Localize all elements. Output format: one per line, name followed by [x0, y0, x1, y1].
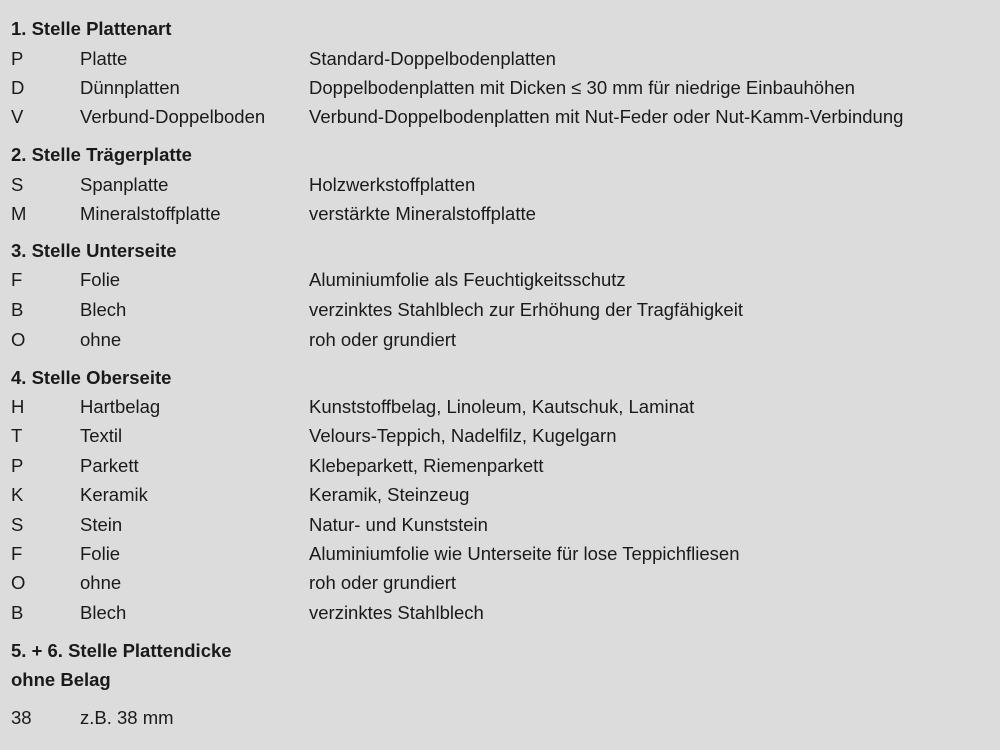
section-heading: 2. Stelle Trägerplatte: [11, 144, 192, 165]
row-name: Folie: [80, 269, 121, 290]
row-code: B: [11, 602, 24, 623]
row-code: T: [11, 425, 23, 446]
row-description: verstärkte Mineralstoffplatte: [309, 203, 536, 224]
row-description: Holzwerkstoffplatten: [309, 174, 476, 195]
section-heading: 3. Stelle Unterseite: [11, 240, 177, 261]
row-name: Textil: [80, 425, 123, 446]
section-heading: 1. Stelle Plattenart: [11, 18, 172, 39]
row-name: Stein: [80, 514, 123, 535]
row-name: Mineralstoffplatte: [80, 203, 221, 224]
row-name: Keramik: [80, 484, 148, 505]
row-name: Platte: [80, 48, 128, 69]
row-name: ohne: [80, 329, 122, 350]
row-description: Klebeparkett, Riemenparkett: [309, 455, 544, 476]
row-code: F: [11, 269, 23, 290]
row-code: S: [11, 514, 24, 535]
row-name: Verbund-Doppelboden: [80, 106, 266, 127]
row-code: 38: [11, 707, 32, 728]
row-name: z.B. 38 mm: [80, 707, 174, 728]
row-code: B: [11, 299, 24, 320]
row-description: roh oder grundiert: [309, 572, 457, 593]
row-code: F: [11, 543, 23, 564]
row-name: ohne: [80, 572, 122, 593]
row-code: O: [11, 329, 26, 350]
row-description: Keramik, Steinzeug: [309, 484, 470, 505]
row-name: Blech: [80, 602, 127, 623]
row-code: P: [11, 48, 24, 69]
row-code: S: [11, 174, 24, 195]
row-code: M: [11, 203, 27, 224]
row-description: Kunststoffbelag, Linoleum, Kautschuk, Laminat: [309, 396, 695, 417]
row-code: P: [11, 455, 24, 476]
row-name: Spanplatte: [80, 174, 169, 195]
row-code: D: [11, 77, 25, 98]
row-code: H: [11, 396, 25, 417]
row-description: Doppelbodenplatten mit Dicken ≤ 30 mm für niedrige Einbauhöhen: [309, 77, 855, 98]
row-name: Dünnplatten: [80, 77, 180, 98]
row-name: Folie: [80, 543, 121, 564]
row-name: Blech: [80, 299, 127, 320]
row-description: verzinktes Stahlblech: [309, 602, 484, 623]
row-code: O: [11, 572, 26, 593]
row-description: roh oder grundiert: [309, 329, 457, 350]
section-heading-continued: ohne Belag: [11, 669, 111, 690]
row-description: Verbund-Doppelbodenplatten mit Nut-Feder oder Nut-Kamm-Verbindung: [309, 106, 904, 127]
row-code: V: [11, 106, 24, 127]
row-name: Hartbelag: [80, 396, 161, 417]
row-description: Standard-Doppelbodenplatten: [309, 48, 556, 69]
row-description: Natur- und Kunststein: [309, 514, 488, 535]
row-description: Velours-Teppich, Nadelfilz, Kugelgarn: [309, 425, 617, 446]
row-code: K: [11, 484, 24, 505]
row-name: Parkett: [80, 455, 139, 476]
row-description: verzinktes Stahlblech zur Erhöhung der Tragfähigkeit: [309, 299, 743, 320]
section-heading: 5. + 6. Stelle Plattendicke: [11, 640, 232, 661]
row-description: Aluminiumfolie als Feuchtigkeitsschutz: [309, 269, 626, 290]
row-description: Aluminiumfolie wie Unterseite für lose Teppichfliesen: [309, 543, 740, 564]
section-heading: 4. Stelle Oberseite: [11, 367, 172, 388]
